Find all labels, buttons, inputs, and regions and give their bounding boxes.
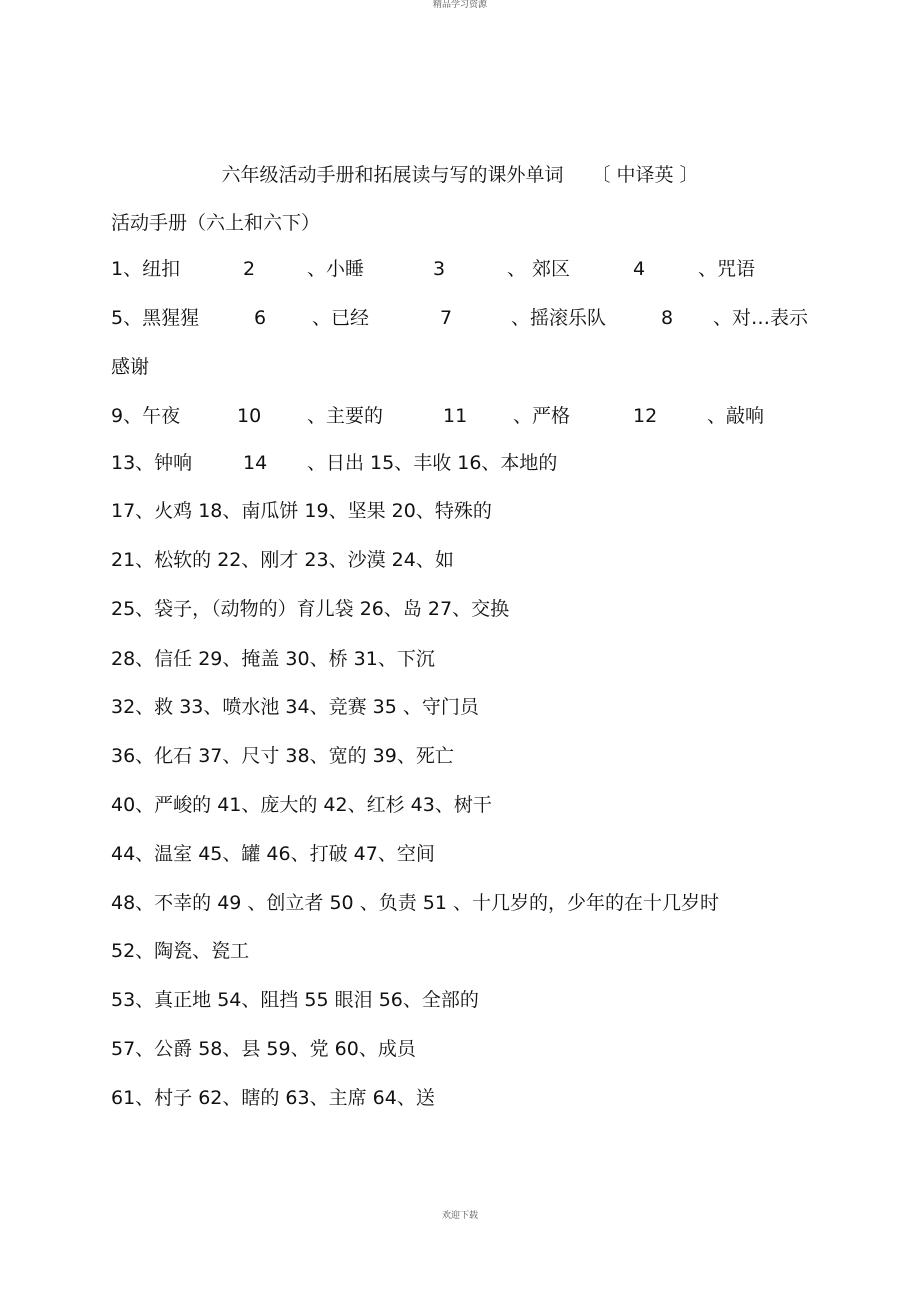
section-heading: 活动手册（六上和六下） xyxy=(111,212,321,234)
word-number: 4 xyxy=(633,258,646,280)
word-row: 48、不幸的 49 、创立者 50 、负责 51 、十几岁的，少年的在十几岁时 xyxy=(111,892,719,914)
word-row: 53、真正地 54、阻挡 55 眼泪 56、全部的 xyxy=(111,989,479,1011)
word-item: 、敲响 xyxy=(707,405,765,427)
word-item: 、严格 xyxy=(513,405,571,427)
word-row: 17、火鸡 18、南瓜饼 19、坚果 20、特殊的 xyxy=(111,500,492,522)
word-number: 14 xyxy=(243,452,268,474)
word-item: 、 郊区 xyxy=(507,258,571,280)
word-row: 32、救 33、喷水池 34、竞赛 35 、守门员 xyxy=(111,696,479,718)
title-main: 六年级活动手册和拓展读与写的课外单词 xyxy=(221,164,564,186)
word-item: 1、纽扣 xyxy=(111,258,181,280)
word-item: 9、午夜 xyxy=(111,405,181,427)
word-number: 10 xyxy=(237,405,262,427)
word-item: 、摇滚乐队 xyxy=(511,307,607,329)
word-row: 21、松软的 22、刚才 23、沙漠 24、如 xyxy=(111,549,454,571)
word-row: 61、村子 62、瞎的 63、主席 64、送 xyxy=(111,1087,435,1109)
page-footer: 欢迎下载 xyxy=(441,1211,478,1221)
title-note: 〔 中译英 〕 xyxy=(591,164,699,186)
word-number: 8 xyxy=(661,307,674,329)
word-row: 40、严峻的 41、庞大的 42、红杉 43、树干 xyxy=(111,794,492,816)
page-header: 精品学习资源 xyxy=(432,0,487,10)
word-row: 36、化石 37、尺寸 38、宽的 39、死亡 xyxy=(111,745,454,767)
word-row: 52、陶瓷、瓷工 xyxy=(111,940,250,962)
word-row: 25、袋子，（动物的）育儿袋 26、岛 27、交换 xyxy=(111,598,510,620)
word-number: 12 xyxy=(633,405,658,427)
word-row: 28、信任 29、掩盖 30、桥 31、下沉 xyxy=(111,648,435,670)
word-row: 44、温室 45、罐 46、打破 47、空间 xyxy=(111,843,435,865)
word-number: 2 xyxy=(243,258,256,280)
word-item: 、主要的 xyxy=(307,405,384,427)
word-item: 、日出 15、丰收 16、本地的 xyxy=(307,452,558,474)
word-number: 7 xyxy=(440,307,453,329)
word-number: 3 xyxy=(433,258,446,280)
word-item: 、咒语 xyxy=(698,258,756,280)
word-row: 57、公爵 58、县 59、党 60、成员 xyxy=(111,1038,416,1060)
word-number: 6 xyxy=(254,307,267,329)
word-item: 、对…表示 xyxy=(713,307,809,329)
word-number: 11 xyxy=(443,405,468,427)
word-item: 5、黑猩猩 xyxy=(111,307,200,329)
page-title xyxy=(0,160,920,187)
word-item: 、已经 xyxy=(312,307,370,329)
word-item: 13、钟响 xyxy=(111,452,193,474)
word-item: 、小睡 xyxy=(307,258,365,280)
word-row-continued: 感谢 xyxy=(111,356,150,378)
